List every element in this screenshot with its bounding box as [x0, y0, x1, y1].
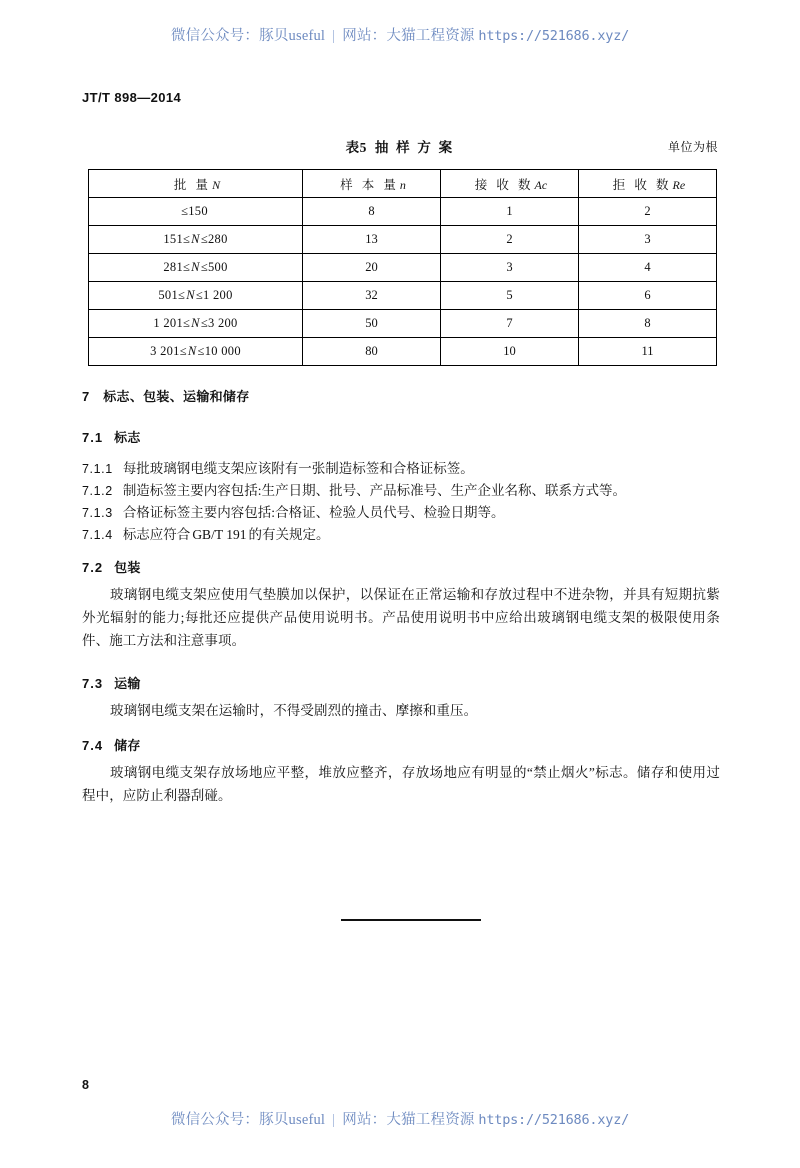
cell-lot-size: 1 201≤N≤3 200: [89, 310, 303, 338]
cell-accept-number: 10: [441, 338, 579, 366]
table-row: [89, 254, 717, 282]
cell-sample-size: 50: [303, 310, 441, 338]
heading-section-7-2-number: 7.2: [82, 560, 104, 575]
clause-7-1-1-text: 每批玻璃钢电缆支架应该附有一张制造标签和合格证标签。: [122, 461, 474, 476]
column-header-sample-size: [303, 170, 441, 198]
watermark-footer: [0, 1108, 800, 1129]
column-header-reject-number-label: 拒 收 数: [612, 177, 672, 192]
clause-7-1-4-standard-ref: GB/T 191: [192, 527, 247, 542]
watermark-wechat-label: 微信公众号：: [170, 1112, 260, 1128]
watermark-wechat-name: 豚贝useful: [259, 1112, 326, 1128]
clause-7-1-4: [82, 525, 722, 545]
watermark-separator: |: [332, 1112, 336, 1128]
cell-lot-size: 501≤N≤1 200: [89, 282, 303, 310]
cell-sample-size: 80: [303, 338, 441, 366]
cell-reject-number: 8: [579, 310, 717, 338]
watermark-header: [0, 24, 800, 45]
end-of-document-rule: [341, 919, 481, 921]
column-header-reject-number: [579, 170, 717, 198]
table-caption-number: 表5: [345, 140, 367, 155]
column-header-lot-size-symbol: N: [212, 177, 221, 192]
heading-section-7: [82, 386, 250, 405]
heading-section-7-1: [82, 427, 141, 446]
column-header-sample-size-label: 样 本 量: [340, 177, 399, 192]
watermark-site-name: 大猫工程资源: [386, 1112, 475, 1128]
watermark-site-label: 网站：: [342, 28, 387, 44]
cell-accept-number: 5: [441, 282, 579, 310]
table-row: [89, 282, 717, 310]
table-row: [89, 226, 717, 254]
column-header-accept-number-label: 接 收 数: [474, 177, 534, 192]
heading-section-7-4-number: 7.4: [82, 738, 104, 753]
watermark-wechat-name: 豚贝useful: [259, 28, 326, 44]
column-header-accept-number-symbol: Ac: [534, 177, 548, 192]
cell-accept-number: 7: [441, 310, 579, 338]
clause-7-1-2-number: 7.1.2: [82, 484, 113, 498]
paragraph-7-4-storage: 玻璃钢电缆支架存放场地应平整，堆放应整齐，存放场地应有明显的“禁止烟火”标志。储存和使用过程中，应防止利器刮碰。: [82, 765, 720, 804]
clause-7-1-3-text: 合格证标签主要内容包括:合格证、检验人员代号、检验日期等。: [122, 505, 505, 520]
heading-section-7-1-title: 标志: [114, 430, 141, 445]
heading-section-7-2: [82, 557, 141, 576]
cell-lot-size: 151≤N≤280: [89, 226, 303, 254]
heading-section-7-3-number: 7.3: [82, 676, 104, 691]
column-header-lot-size-label: 批 量: [173, 177, 212, 192]
heading-section-7-4-title: 储存: [114, 738, 141, 753]
heading-section-7-4: [82, 735, 141, 754]
cell-sample-size: 13: [303, 226, 441, 254]
clause-7-1-2: [82, 481, 722, 501]
column-header-lot-size: [89, 170, 303, 198]
paragraph-7-2-packaging: 玻璃钢电缆支架应使用气垫膜加以保护，以保证在正常运输和存放过程中不进杂物，并具有短期抗紫外光辐射的能力;每批还应提供产品使用说明书。产品使用说明书中应给出玻璃钢电缆支架的极限使用条件、施工方法和注意事项。: [82, 587, 720, 649]
table-row: [89, 310, 717, 338]
clause-7-1-4-number: 7.1.4: [82, 528, 113, 542]
heading-section-7-3: [82, 673, 141, 692]
table-row: [89, 338, 717, 366]
clause-7-1-4-text-after: 的有关规定。: [248, 527, 330, 542]
clause-7-1-1-number: 7.1.1: [82, 462, 113, 476]
sampling-plan-table: [88, 169, 717, 366]
watermark-wechat-label: 微信公众号：: [170, 28, 260, 44]
cell-reject-number: 11: [579, 338, 717, 366]
cell-sample-size: 20: [303, 254, 441, 282]
heading-section-7-1-number: 7.1: [82, 430, 104, 445]
column-header-sample-size-symbol: n: [399, 177, 406, 192]
watermark-url: https://521686.xyz/: [478, 28, 630, 44]
table-row: [89, 198, 717, 226]
cell-lot-size: 3 201≤N≤10 000: [89, 338, 303, 366]
watermark-site-name: 大猫工程资源: [386, 28, 475, 44]
watermark-site-label: 网站：: [342, 1112, 387, 1128]
cell-accept-number: 3: [441, 254, 579, 282]
heading-section-7-3-title: 运输: [114, 676, 141, 691]
watermark-url: https://521686.xyz/: [478, 1112, 630, 1128]
cell-reject-number: 6: [579, 282, 717, 310]
running-head-standard-number: JT/T 898—2014: [82, 90, 182, 105]
clause-7-1-1: [82, 459, 722, 479]
paragraph-7-3-transport: 玻璃钢电缆支架在运输时，不得受剧烈的撞击、摩擦和重压。: [110, 703, 478, 718]
table-header-row: [89, 170, 717, 198]
cell-reject-number: 3: [579, 226, 717, 254]
cell-reject-number: 4: [579, 254, 717, 282]
cell-accept-number: 2: [441, 226, 579, 254]
column-header-accept-number: [441, 170, 579, 198]
cell-sample-size: 8: [303, 198, 441, 226]
heading-section-7-number: 7: [82, 389, 91, 404]
watermark-separator: |: [332, 28, 336, 44]
cell-lot-size: ≤150: [89, 198, 303, 226]
cell-lot-size: 281≤N≤500: [89, 254, 303, 282]
clause-7-1-4-text-before: 标志应符合: [122, 527, 191, 542]
heading-section-7-2-title: 包装: [114, 560, 141, 575]
table-caption-title: 抽 样 方 案: [374, 140, 455, 155]
clause-7-1-2-text: 制造标签主要内容包括:生产日期、批号、产品标准号、生产企业名称、联系方式等。: [122, 483, 627, 498]
clause-7-1-3: [82, 503, 722, 523]
table-unit-note: 单位为根: [667, 140, 718, 154]
clause-7-1-3-number: 7.1.3: [82, 506, 113, 520]
cell-reject-number: 2: [579, 198, 717, 226]
cell-accept-number: 1: [441, 198, 579, 226]
page-number: 8: [82, 1078, 89, 1092]
column-header-reject-number-symbol: Re: [672, 177, 686, 192]
cell-sample-size: 32: [303, 282, 441, 310]
heading-section-7-title: 标志、包装、运输和储存: [103, 389, 250, 404]
